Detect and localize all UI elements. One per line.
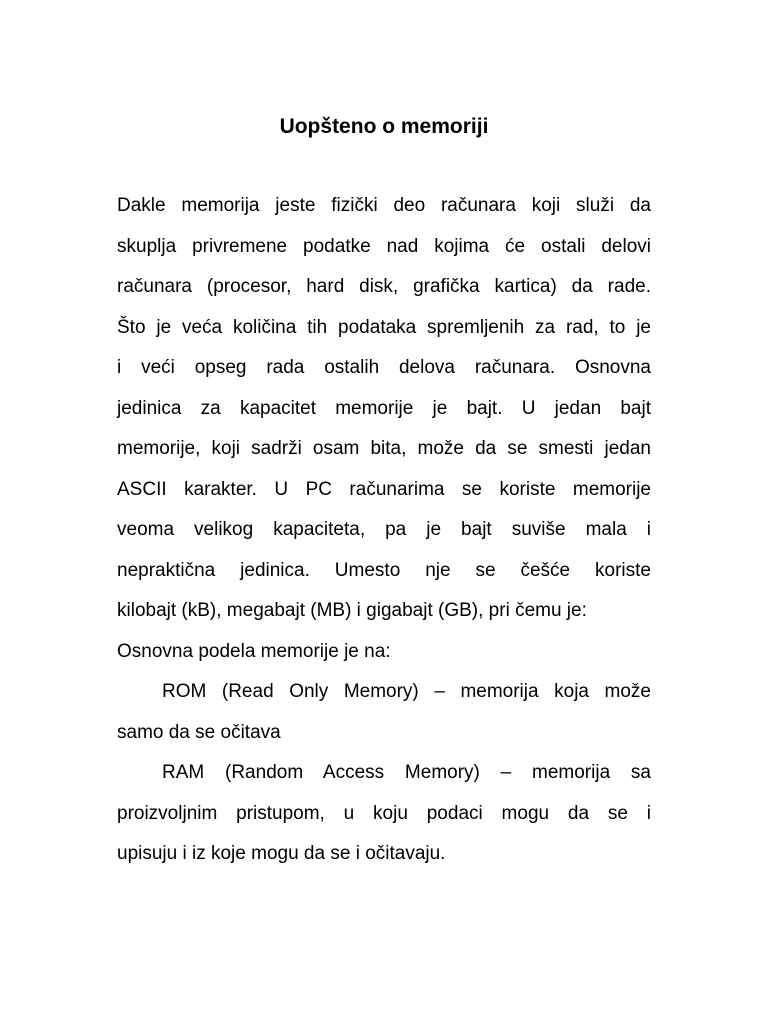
- text-line: Dakle memorija jeste fizički deo računara koji služi da: [117, 195, 651, 216]
- text-line: i veći opseg rada ostalih delova računara. Osnovna: [117, 357, 651, 378]
- list-item-rom: ROM (Read Only Memory) – memorija koja može: [162, 681, 651, 702]
- list-item-ram-continued: upisuju i iz koje mogu da se i očitavaju.: [117, 843, 446, 864]
- text-line: memorije, koji sadrži osam bita, može da se smesti jedan: [117, 438, 651, 459]
- text-line: skuplja privremene podatke nad kojima će ostali delovi: [117, 235, 651, 257]
- text-line: Osnovna podela memorije je na:: [117, 640, 391, 662]
- list-item-ram: RAM (Random Access Memory) – memorija sa: [162, 762, 651, 783]
- text-line: jedinica za kapacitet memorije je bajt. U jedan bajt: [117, 397, 651, 419]
- text-line: kilobajt (kB), megabajt (MB) i gigabajt (GB), pri čemu je:: [117, 600, 587, 621]
- text-line: nepraktična jedinica. Umesto nje se češće koriste: [117, 559, 651, 581]
- text-line: ASCII karakter. U PC računarima se koriste memorije: [117, 478, 651, 500]
- body-text: [117, 186, 651, 875]
- page-title: Uopšteno o memoriji: [279, 115, 489, 138]
- text-line: veoma velikog kapaciteta, pa je bajt suviše mala i: [117, 519, 651, 540]
- list-item-rom-continued: samo da se očitava: [117, 721, 281, 743]
- list-item-ram-continued: proizvoljnim pristupom, u koju podaci mogu da se i: [117, 802, 651, 824]
- text-line: Što je veća količina tih podataka spremljenih za rad, to je: [117, 316, 651, 338]
- text-line: računara (procesor, hard disk, grafička kartica) da rade.: [117, 276, 651, 297]
